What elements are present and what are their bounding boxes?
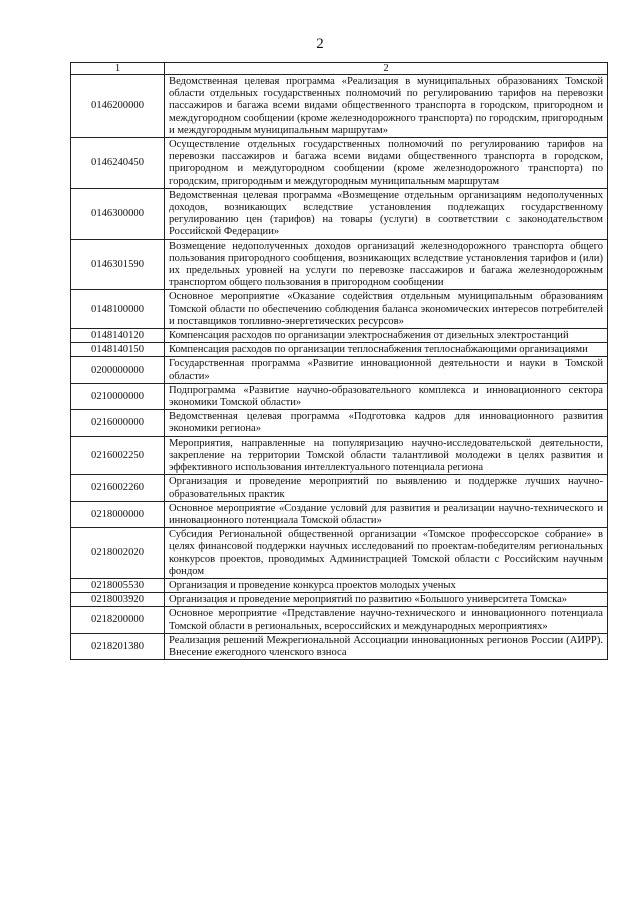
table-row bbox=[71, 593, 608, 607]
page-number: 2 bbox=[316, 36, 324, 52]
item-description: Ведомственная целевая программа «Возмещение отдельным организациям недополученных доходов, возникающих вследствие установления подлежащих государственному регулированию цен (тарифов) на товары (услуги) в соответствии с законодательством Российской Федерации» bbox=[165, 188, 608, 239]
item-description: Основное мероприятие «Создание условий для развития и реализации научно-технического и инновационного потенциала Томской области» bbox=[165, 501, 608, 527]
classification-code: 0146200000 bbox=[71, 75, 165, 138]
classification-code: 0218002020 bbox=[71, 528, 165, 579]
classification-code: 0148140150 bbox=[71, 343, 165, 357]
item-description: Организация и проведение конкурса проектов молодых ученых bbox=[165, 578, 608, 592]
classification-code: 0218000000 bbox=[71, 501, 165, 527]
item-description: Осуществление отдельных государственных полномочий по регулированию тарифов на перевозки пассажиров и багажа всеми видами общественного транспорта в городском, пригородном и междугородном сообщении (кроме железнодорожного транспорта) по городским, пригородным и междугородным муниципальным маршрутам bbox=[165, 138, 608, 189]
classification-code: 0218201380 bbox=[71, 633, 165, 659]
item-description: Организация и проведение мероприятий по развитию «Большого университета Томска» bbox=[165, 593, 608, 607]
table-row bbox=[71, 343, 608, 357]
table-row bbox=[71, 436, 608, 475]
classification-code: 0216002250 bbox=[71, 436, 165, 475]
table-row bbox=[71, 75, 608, 138]
column-header-code: 1 bbox=[71, 63, 165, 75]
table-row bbox=[71, 528, 608, 579]
item-description: Основное мероприятие «Представление научно-технического и инновационного потенциала Томской области в региональных, всероссийских и международных мероприятиях» bbox=[165, 607, 608, 633]
item-description: Мероприятия, направленные на популяризацию научно-исследовательской деятельности, закрепление на территории Томской области талантливой молодежи в целях развития и эффективного использования интеллектуального потенциала региона bbox=[165, 436, 608, 475]
table-row bbox=[71, 475, 608, 501]
classification-code: 0210000000 bbox=[71, 383, 165, 409]
item-description: Ведомственная целевая программа «Реализация в муниципальных образованиях Томской области отдельных государственных полномочий по регулированию тарифов на перевозки пассажиров и багажа всеми видами общественного транспорта в городском, пригородном и междугородном сообщении (кроме железнодорожного транспорта) по городским, пригородным и междугородным муниципальным маршрутам» bbox=[165, 75, 608, 138]
table-row bbox=[71, 501, 608, 527]
item-description: Государственная программа «Развитие инновационной деятельности и науки в Томской области» bbox=[165, 357, 608, 383]
item-description: Компенсация расходов по организации теплоснабжения теплоснабжающими организациями bbox=[165, 343, 608, 357]
classification-code: 0200000000 bbox=[71, 357, 165, 383]
classification-code: 0148140120 bbox=[71, 329, 165, 343]
classification-code: 0146301590 bbox=[71, 239, 165, 290]
table-row bbox=[71, 329, 608, 343]
table-row bbox=[71, 578, 608, 592]
item-description: Организация и проведение мероприятий по выявлению и поддержке лучших научно-образовательных практик bbox=[165, 475, 608, 501]
table-row bbox=[71, 138, 608, 189]
table-row bbox=[71, 188, 608, 239]
table-header-row bbox=[71, 63, 608, 75]
table-row bbox=[71, 410, 608, 436]
table-row bbox=[71, 633, 608, 659]
item-description: Подпрограмма «Развитие научно-образовательного комплекса и инновационного сектора экономики Томской области» bbox=[165, 383, 608, 409]
classification-code: 0146300000 bbox=[71, 188, 165, 239]
item-description: Компенсация расходов по организации электроснабжения от дизельных электростанций bbox=[165, 329, 608, 343]
item-description: Возмещение недополученных доходов организаций железнодорожного транспорта общего пользования пригородного сообщения, возникающих вследствие установления тарифов и (или) их предельных уровней на услуги по перевозке пассажиров и багажа железнодорожным транспортом общего пользования в пригородном сообщении bbox=[165, 239, 608, 290]
classification-code: 0218005530 bbox=[71, 578, 165, 592]
table-row bbox=[71, 239, 608, 290]
column-header-name: 2 bbox=[165, 63, 608, 75]
table-row bbox=[71, 290, 608, 329]
classification-code: 0146240450 bbox=[71, 138, 165, 189]
item-description: Ведомственная целевая программа «Подготовка кадров для инновационного развития экономики региона» bbox=[165, 410, 608, 436]
item-description: Реализация решений Межрегиональной Ассоциации инновационных регионов России (АИРР). Внесение ежегодного членского взноса bbox=[165, 633, 608, 659]
budget-classification-table bbox=[70, 62, 608, 660]
classification-code: 0216000000 bbox=[71, 410, 165, 436]
classification-code: 0216002260 bbox=[71, 475, 165, 501]
classification-code: 0218200000 bbox=[71, 607, 165, 633]
table-row bbox=[71, 607, 608, 633]
item-description: Субсидия Региональной общественной организации «Томское профессорское собрание» в целях финансовой поддержки научных исследований по проектам-победителям региональных конкурсов проектов, проводимых Администрацией Томской области с Российским научным фондом bbox=[165, 528, 608, 579]
classification-code: 0148100000 bbox=[71, 290, 165, 329]
table-row bbox=[71, 383, 608, 409]
classification-code: 0218003920 bbox=[71, 593, 165, 607]
item-description: Основное мероприятие «Оказание содействия отдельным муниципальным образованиям Томской области по обеспечению соблюдения баланса экономических интересов потребителей и поставщиков топливно-энергетических ресурсов» bbox=[165, 290, 608, 329]
table-row bbox=[71, 357, 608, 383]
